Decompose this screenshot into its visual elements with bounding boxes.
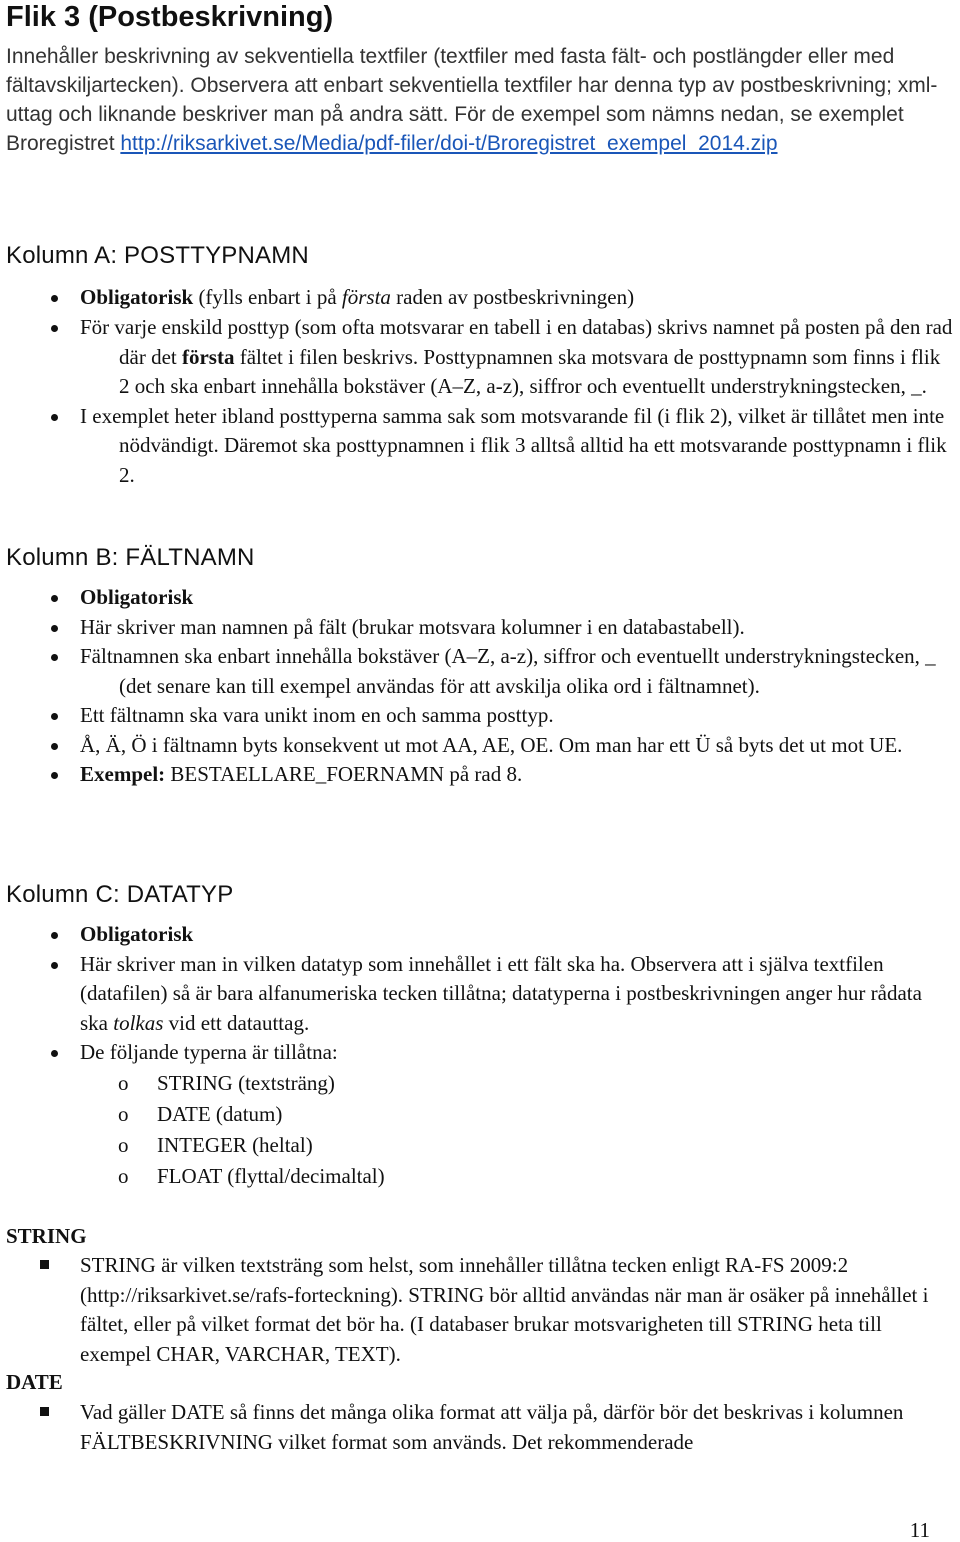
emphasis-text: tolkas bbox=[113, 1010, 164, 1035]
datatype-string: STRING (textsträng) bbox=[157, 1071, 335, 1095]
list-item bbox=[0, 313, 955, 402]
heading-string: STRING bbox=[6, 1224, 87, 1248]
page-title: Flik 3 (Postbeskrivning) bbox=[6, 1, 334, 33]
emphasis-text: första bbox=[181, 344, 235, 369]
obligatorisk-label: Obligatorisk bbox=[80, 285, 194, 309]
item-text: raden av postbeskrivningen) bbox=[390, 285, 635, 309]
intro-paragraph bbox=[6, 42, 954, 158]
list-item bbox=[0, 950, 955, 1039]
bullet-icon bbox=[51, 625, 58, 632]
list-item bbox=[118, 1161, 385, 1192]
list-item bbox=[118, 1099, 385, 1130]
item-text: Här skriver man in vilken datatyp som innehållet i ett fält ska ha. Observera att i själva textfilen (datafilen) så är bara alfanumeriska tecken tillåtna; datatyperna i postbeskrivningen anger hur rådata ska bbox=[80, 951, 922, 1035]
list-item bbox=[0, 402, 955, 491]
datatype-date: DATE (datum) bbox=[157, 1102, 283, 1126]
list-item bbox=[0, 731, 955, 761]
list-item bbox=[0, 613, 955, 643]
list-item bbox=[0, 583, 955, 613]
list-column-c bbox=[0, 920, 955, 1068]
circle-bullet-icon: o bbox=[118, 1133, 129, 1157]
item-text: Ett fältnamn ska vara unikt inom en och samma posttyp. bbox=[80, 703, 554, 727]
item-text: Fältnamnen ska enbart innehålla bokstäver (A–Z, a-z), siffror och eventuellt understrykningstecken, _ (det senare kan till exempel användas för att avskilja olika ord i fältnamnet). bbox=[80, 644, 936, 698]
heading-column-c: Kolumn C: DATATYP bbox=[6, 881, 234, 908]
circle-bullet-icon: o bbox=[118, 1102, 129, 1126]
bullet-icon bbox=[51, 743, 58, 750]
list-column-a bbox=[0, 283, 955, 490]
item-text: fältet i filen beskrivs. Posttypnamnen ska motsvara de posttypnamn som finns i flik 2 och ska enbart innehålla bokstäver (A–Z, a-z), siffror och eventuellt understrykningstecken, _. bbox=[119, 344, 941, 398]
list-item bbox=[0, 760, 955, 790]
page-number: 11 bbox=[909, 1518, 930, 1542]
list-item bbox=[118, 1130, 385, 1161]
item-text: vid ett datauttag. bbox=[163, 1010, 310, 1035]
string-paragraph bbox=[0, 1251, 955, 1369]
bullet-icon bbox=[51, 654, 58, 661]
bullet-icon bbox=[51, 595, 58, 602]
item-text: Å, Ä, Ö i fältnamn byts konsekvent ut mot AA, AE, OE. Om man har ett Ü så byts det ut mot UE. bbox=[80, 732, 903, 757]
list-item bbox=[118, 1068, 385, 1099]
list-item bbox=[0, 1038, 955, 1068]
string-text: STRING är vilken textsträng som helst, som innehåller tillåtna tecken enligt RA-FS 2009:2 (http://riksarkivet.se/rafs-forteckning). STRING bör alltid användas när man är osäker på innehållet i fältet, eller på vilket format det bör ha. (I databaser brukar motsvarigheten till STRING heta till exempel CHAR, VARCHAR, TEXT). bbox=[80, 1253, 929, 1366]
list-item bbox=[0, 642, 955, 701]
bullet-icon bbox=[51, 772, 58, 779]
list-item bbox=[0, 920, 955, 950]
square-bullet-icon bbox=[40, 1260, 49, 1269]
item-text: De följande typerna är tillåtna: bbox=[80, 1040, 338, 1064]
list-item bbox=[0, 701, 955, 731]
intro-text: Innehåller beskrivning av sekventiella textfiler (textfiler med fasta fält- och postlängder eller med fältavskiljartecken). Observera att enbart sekventiella textfiler har denna typ av postbeskrivning; xml-uttag och liknande beskriver man på andra sätt. För de exempel som nämns nedan, se exemplet Broregistret bbox=[6, 45, 938, 155]
list-column-b bbox=[0, 583, 955, 790]
date-paragraph bbox=[0, 1398, 955, 1457]
item-text: (fylls enbart i på bbox=[193, 285, 342, 309]
bullet-icon bbox=[51, 325, 58, 332]
bullet-icon bbox=[51, 1050, 58, 1057]
datatype-integer: INTEGER (heltal) bbox=[157, 1133, 313, 1157]
square-bullet-icon bbox=[40, 1407, 49, 1416]
item-text: I exemplet heter ibland posttyperna samma sak som motsvarande fil (i flik 2), vilket är tillåtet men inte nödvändigt. Däremot ska posttypnamnen i flik 3 alltså alltid ha ett motsvarande posttypnamn i flik 2. bbox=[80, 403, 947, 487]
emphasis-text: första bbox=[341, 285, 391, 309]
item-text: BESTAELLARE_FOERNAMN på rad 8. bbox=[165, 762, 523, 786]
list-item bbox=[0, 283, 955, 313]
bullet-icon bbox=[51, 962, 58, 969]
datatype-list bbox=[118, 1068, 385, 1192]
heading-date: DATE bbox=[6, 1370, 63, 1394]
date-text: Vad gäller DATE så finns det många olika format att välja på, därför bör det beskrivas i kolumnen FÄLTBESKRIVNING vilket format som används. Det rekommenderade bbox=[80, 1400, 904, 1454]
bullet-icon bbox=[51, 295, 58, 302]
bullet-icon bbox=[51, 713, 58, 720]
item-text: Här skriver man namnen på fält (brukar motsvara kolumner i en databastabell). bbox=[80, 614, 745, 639]
heading-column-a: Kolumn A: POSTTYPNAMN bbox=[6, 242, 309, 269]
example-link[interactable]: http://riksarkivet.se/Media/pdf-filer/doi-t/Broregistret_exempel_2014.zip bbox=[120, 132, 778, 155]
circle-bullet-icon: o bbox=[118, 1164, 129, 1188]
obligatorisk-label: Obligatorisk bbox=[80, 585, 194, 609]
example-label: Exempel: bbox=[80, 762, 166, 786]
datatype-float: FLOAT (flyttal/decimaltal) bbox=[157, 1164, 385, 1188]
circle-bullet-icon: o bbox=[118, 1071, 129, 1095]
bullet-icon bbox=[51, 414, 58, 421]
item-text: För varje enskild posttyp (som ofta motsvarar en tabell i en databas) skrivs namnet på posten på den rad där det bbox=[80, 315, 953, 369]
obligatorisk-label: Obligatorisk bbox=[80, 922, 194, 946]
bullet-icon bbox=[51, 932, 58, 939]
heading-column-b: Kolumn B: FÄLTNAMN bbox=[6, 544, 255, 571]
